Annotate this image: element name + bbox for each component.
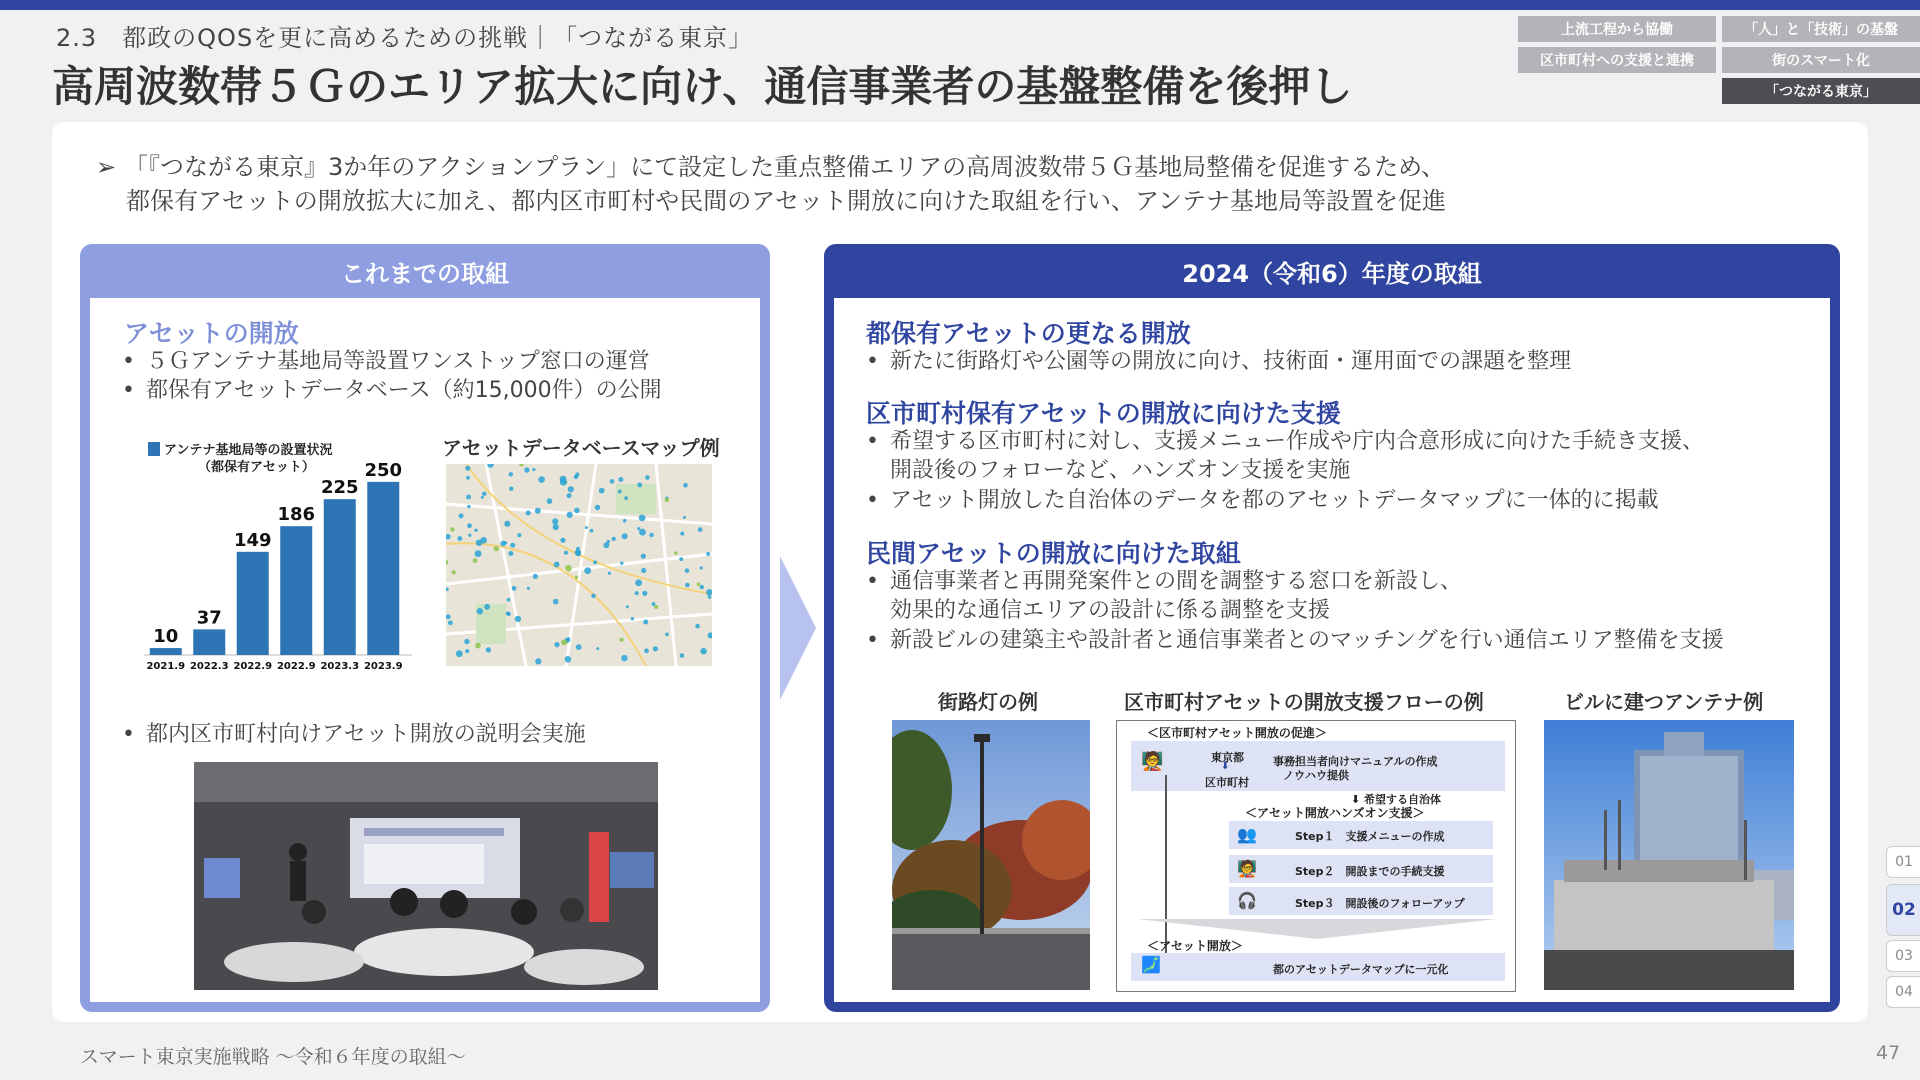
map-caption: アセットデータベースマップ例 bbox=[442, 436, 720, 460]
left-bullet-3: • 都内区市町村向けアセット開放の説明会実施 bbox=[122, 722, 586, 747]
progress-arrow-icon bbox=[780, 556, 816, 700]
intro-text bbox=[96, 150, 1446, 218]
tag-people-tech[interactable]: 「人」と「技術」の基盤 bbox=[1722, 16, 1920, 42]
streetlight-caption: 街路灯の例 bbox=[938, 690, 1038, 714]
bar-2 bbox=[237, 552, 269, 655]
asset-open-heading: アセットの開放 bbox=[124, 319, 299, 348]
left-bullet-2: • 都保有アセットデータベース（約15,000件）の公開 bbox=[122, 378, 662, 403]
flow-down-arrow-icon: ⬇ bbox=[1221, 761, 1230, 772]
footer-text: スマート東京実施戦略 ～令和６年度の取組～ bbox=[80, 1046, 466, 1068]
nav-tab-03[interactable]: 03 bbox=[1886, 940, 1920, 972]
bar-5 bbox=[367, 482, 399, 655]
building-caption: ビルに建つアンテナ例 bbox=[1564, 690, 1764, 714]
bar-category-label-3: 2022.9 bbox=[276, 661, 316, 672]
presenter-icon: 🧑‍🏫 bbox=[1141, 751, 1164, 772]
flow-step1: Step１ 支援メニューの作成 bbox=[1295, 830, 1445, 843]
chart-bars bbox=[146, 460, 402, 672]
legend-swatch bbox=[148, 442, 160, 456]
page-title: 高周波数帯５Ｇのエリア拡大に向け、通信事業者の基盤整備を後押し bbox=[52, 62, 1353, 111]
bar-category-label-2: 2022.9 bbox=[233, 661, 273, 672]
tag-connected-tokyo[interactable]: 「つながる東京」 bbox=[1722, 78, 1920, 104]
nav-tab-04[interactable]: 04 bbox=[1886, 976, 1920, 1008]
metro-assets-bullet-1: • 新たに街路灯や公園等の開放に向け、技術面・運用面での課題を整理 bbox=[866, 349, 1572, 374]
section-title: 2.3 都政のQOSを更に高めるための挑戦｜「つながる東京」 bbox=[56, 24, 754, 52]
procedure-icon: 🧑‍🏫 bbox=[1237, 859, 1257, 878]
bar-4 bbox=[324, 499, 356, 655]
category-tags bbox=[1518, 16, 1920, 104]
chart-title-line1: アンテナ基地局等の設置状況 bbox=[164, 443, 333, 458]
municipal-assets-bullet-1: • 希望する区市町村に対し、支援メニュー作成や庁内合意形成に向けた手続き支援、 開設後のフォローなど、ハンズオン支援を実施 bbox=[866, 429, 1705, 483]
top-accent-bar bbox=[0, 0, 1920, 10]
flow-title-promotion: ＜区市町村アセット開放の促進＞ bbox=[1147, 726, 1327, 740]
flow-manual-line2: ノウハウ提供 bbox=[1283, 769, 1349, 782]
private-assets-bullet-2: • 新設ビルの建築主や設計者と通信事業者とのマッチングを行い通信エリア整備を支援 bbox=[866, 628, 1724, 653]
page-number: 47 bbox=[1876, 1042, 1901, 1064]
bar-category-label-4: 2023.3 bbox=[320, 661, 360, 672]
municipal-assets-bullet-2: • アセット開放した自治体のデータを都のアセットデータマップに一体的に掲載 bbox=[866, 488, 1659, 513]
chart-title-line2: （都保有アセット） bbox=[198, 460, 315, 475]
bar-value-label-0: 10 bbox=[153, 626, 179, 648]
bar-0 bbox=[150, 648, 182, 655]
asset-database-map[interactable] bbox=[446, 464, 712, 666]
support-flow-diagram bbox=[1116, 720, 1516, 992]
flow-tokyo-label: 東京都 bbox=[1211, 751, 1244, 764]
municipal-assets-heading: 区市町村保有アセットの開放に向けた支援 bbox=[866, 399, 1341, 428]
metro-assets-heading: 都保有アセットの更なる開放 bbox=[866, 319, 1191, 348]
tag-smart-city[interactable]: 街のスマート化 bbox=[1722, 47, 1920, 73]
bar-category-label-0: 2021.9 bbox=[146, 661, 186, 672]
bar-value-label-4: 225 bbox=[320, 477, 359, 499]
flow-municipal-label: 区市町村 bbox=[1205, 776, 1249, 789]
flow-title-handson: ＜アセット開放ハンズオン支援＞ bbox=[1245, 806, 1425, 820]
past-initiatives-header: これまでの取組 bbox=[341, 259, 509, 288]
tag-upstream[interactable]: 上流工程から協働 bbox=[1518, 16, 1716, 42]
briefing-session-photo bbox=[194, 762, 658, 990]
support-agent-icon: 🎧 bbox=[1237, 891, 1257, 910]
bar-value-label-3: 186 bbox=[277, 504, 316, 526]
flow-step2: Step２ 開設までの手続支援 bbox=[1295, 865, 1445, 878]
installation-bar-chart bbox=[138, 428, 418, 674]
flow-hope-label: ⬇ 希望する自治体 bbox=[1351, 793, 1442, 806]
flow-unify: 都のアセットデータマップに一元化 bbox=[1273, 963, 1449, 976]
bar-category-label-1: 2022.3 bbox=[189, 661, 229, 672]
bar-1 bbox=[193, 629, 225, 655]
left-bullet-1: • ５Ｇアンテナ基地局等設置ワンストップ窓口の運営 bbox=[122, 349, 650, 374]
intro-line-1: 「『つながる東京』3か年のアクションプラン」にて設定した重点整備エリアの高周波数帯５Ｇ基地局整備を促進するため、 bbox=[124, 153, 1446, 181]
flow-step3: Step３ 開設後のフォローアップ bbox=[1295, 897, 1465, 910]
bar-category-label-5: 2023.9 bbox=[363, 661, 403, 672]
meeting-icon: 👥 bbox=[1237, 825, 1257, 844]
bar-value-label-1: 37 bbox=[196, 607, 222, 629]
nav-tab-02[interactable]: 02 bbox=[1886, 884, 1920, 936]
bar-3 bbox=[280, 526, 312, 655]
flow-caption: 区市町村アセットの開放支援フローの例 bbox=[1124, 690, 1484, 714]
private-assets-bullet-1: • 通信事業者と再開発案件との間を調整する窓口を新設し、 効果的な通信エリアの設計に係る調整を支援 bbox=[866, 569, 1463, 623]
bar-value-label-5: 250 bbox=[364, 459, 403, 481]
flow-manual-line1: 事務担当者向けマニュアルの作成 bbox=[1273, 755, 1438, 768]
streetlight-photo bbox=[892, 720, 1090, 990]
tag-municipal[interactable]: 区市町村への支援と連携 bbox=[1518, 47, 1716, 73]
arrow-bullet-icon: ➢ bbox=[96, 153, 117, 181]
map-image bbox=[446, 464, 712, 666]
building-antenna-photo bbox=[1544, 720, 1794, 990]
japan-map-icon: 🗾 bbox=[1141, 955, 1161, 974]
intro-line-2: 都保有アセットの開放拡大に加え、都内区市町村や民間のアセット開放に向けた取組を行い、アンテナ基地局等設置を促進 bbox=[126, 187, 1446, 215]
private-assets-heading: 民間アセットの開放に向けた取組 bbox=[866, 539, 1241, 568]
bar-value-label-2: 149 bbox=[233, 529, 272, 551]
fy2024-initiatives-header: 2024（令和6）年度の取組 bbox=[1182, 259, 1482, 288]
flow-title-open: ＜アセット開放＞ bbox=[1147, 939, 1243, 953]
nav-tab-01[interactable]: 01 bbox=[1886, 846, 1920, 878]
